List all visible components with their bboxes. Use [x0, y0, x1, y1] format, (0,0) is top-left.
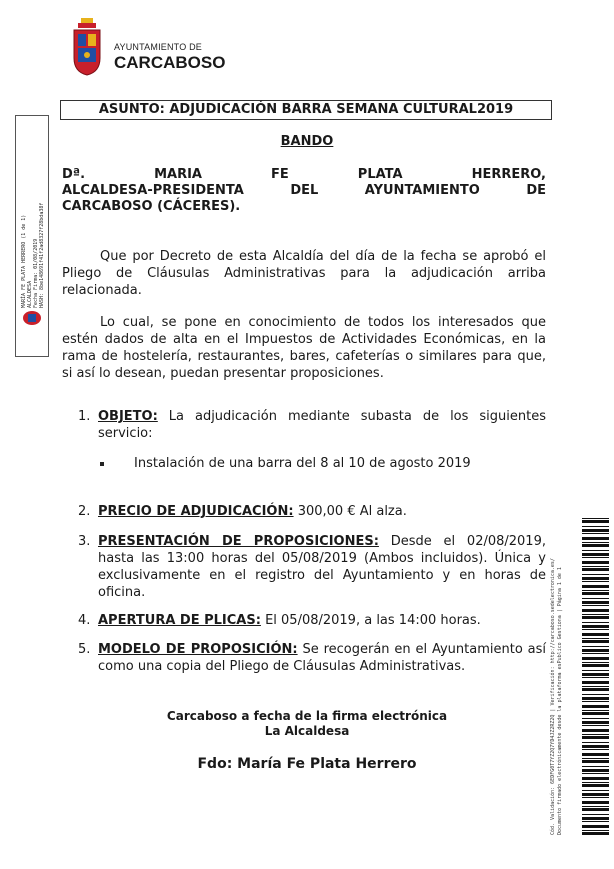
- item-text: La adjudicación mediante subasta de los siguientes servicio:: [98, 409, 546, 441]
- stamp-line: ALCALDESA: [27, 280, 33, 308]
- document-title: BANDO: [280, 134, 334, 149]
- stamp-line: MARÍA FE PLATA HERRERO (1 de 1): [21, 214, 27, 308]
- item-text: Se recogerán en el Ayuntamiento así como una copia del Pliego de Cláusulas Administrativas.: [98, 642, 546, 674]
- list-item: [78, 641, 546, 675]
- org-name: CARCABOSO: [114, 53, 226, 72]
- item-number: 2.: [78, 504, 91, 519]
- closing-place-date: Carcaboso a fecha de la firma electrónica: [166, 709, 448, 723]
- verification-line: Documento firmado electrónicamente desde la plataforma esPublico Gestiona | Página 1 de 1: [557, 567, 563, 835]
- item-number: 4.: [78, 613, 91, 628]
- coat-of-arms-icon: [72, 18, 102, 76]
- closing-role: La Alcaldesa: [264, 724, 350, 738]
- heading-line: Dª. MARIA FE PLATA HERRERO,: [62, 167, 546, 182]
- item-label: PRECIO DE ADJUDICACIÓN:: [98, 504, 294, 519]
- stamp-line: HASH: 8be148691f41f2ad8327f28bda38f: [39, 202, 45, 308]
- subject-box: ASUNTO: ADJUDICACIÓN BARRA SEMANA CULTURAL2019: [60, 100, 552, 120]
- item-number: 5.: [78, 642, 91, 657]
- item-number: 1.: [78, 409, 91, 424]
- list-item: [78, 533, 546, 601]
- item-number: 3.: [78, 534, 91, 549]
- paragraph-notice: Lo cual, se pone en conocimiento de todos los interesados que estén dados de alta en el Impuestos de Actividades Económicas, en la rama de hostelería, restaurantes, bares, cafeterías o similares para que, si así lo desean, puedan presentar proposiciones.: [62, 315, 546, 381]
- item-text: El 05/08/2019, a las 14:00 horas.: [260, 613, 481, 628]
- item-label: OBJETO:: [98, 409, 158, 424]
- stamp-line: Fecha Firma: 01/08/2019: [33, 238, 39, 308]
- issuer-heading: [62, 167, 546, 215]
- list-item: [78, 612, 546, 629]
- list-item: [100, 455, 471, 472]
- signature-line: Fdo: María Fe Plata Herrero: [197, 756, 417, 772]
- item-text: 300,00 € Al alza.: [293, 504, 407, 519]
- bullet-text: Instalación de una barra del 8 al 10 de agosto 2019: [134, 456, 471, 471]
- verification-line: Cód. Validación: 6EDFG0T7YZ2Q7YD4JZ2RZ2Q | Verificación: http://carcaboso.sedelectronica.es/: [550, 558, 556, 835]
- item-text: Desde el 02/08/2019, hasta las 13:00 horas del 05/08/2019 (Ambos incluidos). Única y exclusivamente en el registro del Ayuntamiento y en horas de oficina.: [98, 534, 546, 600]
- heading-line: CARCABOSO (CÁCERES).: [62, 199, 241, 214]
- signature-stamp: [15, 115, 49, 357]
- item-label: APERTURA DE PLICAS:: [98, 613, 261, 628]
- list-item: [78, 503, 546, 520]
- bullet-icon: [100, 462, 104, 466]
- heading-line: ALCALDESA-PRESIDENTA DEL AYUNTAMIENTO DE: [62, 183, 546, 198]
- municipal-logo: [72, 18, 226, 78]
- verification-text: [550, 520, 578, 835]
- barcode-icon: [582, 518, 609, 836]
- list-item: [78, 408, 546, 442]
- paragraph-decree: Que por Decreto de esta Alcaldía del día de la fecha se aprobó el Pliego de Cláusulas Administrativas para la adjudicación arriba relacionada.: [62, 249, 546, 298]
- item-label: PRESENTACIÓN DE PROPOSICIONES:: [98, 534, 379, 549]
- item-label: MODELO DE PROPOSICIÓN:: [98, 642, 298, 657]
- stamp-seal-icon: [22, 308, 42, 328]
- org-subtitle: AYUNTAMIENTO DE: [114, 42, 203, 52]
